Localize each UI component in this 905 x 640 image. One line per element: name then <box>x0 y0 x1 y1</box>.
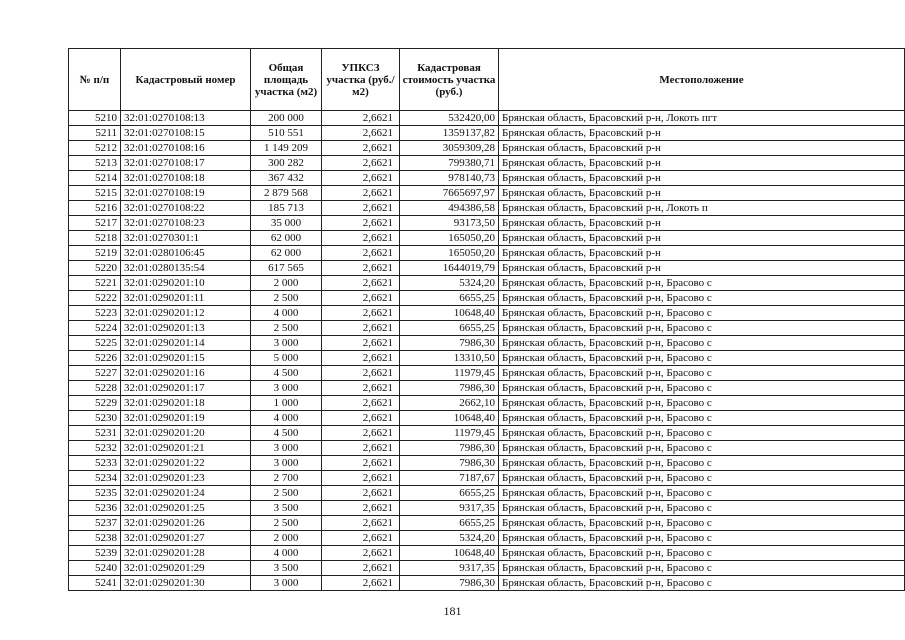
area-value: 3 000 <box>251 456 322 471</box>
header-row <box>69 49 905 111</box>
cadastral-cost-value: 7986,30 <box>400 381 499 396</box>
area-value: 4 000 <box>251 306 322 321</box>
location-value: Брянская область, Брасовский р-н <box>499 126 905 141</box>
cadastral-cost-value: 165050,20 <box>400 231 499 246</box>
table-row <box>69 501 905 516</box>
row-number: 5215 <box>69 186 121 201</box>
unit-rate-value: 2,6621 <box>322 306 400 321</box>
cadastral-cost-value: 978140,73 <box>400 171 499 186</box>
area-value: 3 000 <box>251 336 322 351</box>
cadastral-cost-value: 532420,00 <box>400 111 499 126</box>
table-row <box>69 306 905 321</box>
row-number: 5239 <box>69 546 121 561</box>
unit-rate-value: 2,6621 <box>322 126 400 141</box>
header-cadastral-number: Кадастровый номер <box>121 49 251 111</box>
row-number: 5233 <box>69 456 121 471</box>
row-number: 5224 <box>69 321 121 336</box>
table-row <box>69 126 905 141</box>
cadastral-cost-value: 7986,30 <box>400 441 499 456</box>
area-value: 185 713 <box>251 201 322 216</box>
row-number: 5223 <box>69 306 121 321</box>
area-value: 1 000 <box>251 396 322 411</box>
cadastral-number: 32:01:0290201:23 <box>121 471 251 486</box>
cadastral-cost-value: 11979,45 <box>400 426 499 441</box>
row-number: 5232 <box>69 441 121 456</box>
location-value: Брянская область, Брасовский р-н <box>499 171 905 186</box>
row-number: 5211 <box>69 126 121 141</box>
table-row <box>69 531 905 546</box>
row-number: 5226 <box>69 351 121 366</box>
cadastral-number: 32:01:0290201:28 <box>121 546 251 561</box>
cadastral-cost-value: 7986,30 <box>400 336 499 351</box>
unit-rate-value: 2,6621 <box>322 291 400 306</box>
cadastral-number: 32:01:0290201:30 <box>121 576 251 591</box>
location-value: Брянская область, Брасовский р-н <box>499 216 905 231</box>
row-number: 5213 <box>69 156 121 171</box>
location-value: Брянская область, Брасовский р-н, Локоть п <box>499 201 905 216</box>
cadastral-cost-value: 7665697,97 <box>400 186 499 201</box>
location-value: Брянская область, Брасовский р-н, Брасово с <box>499 531 905 546</box>
cadastral-number: 32:01:0290201:21 <box>121 441 251 456</box>
cadastral-cost-value: 6655,25 <box>400 516 499 531</box>
row-number: 5228 <box>69 381 121 396</box>
row-number: 5222 <box>69 291 121 306</box>
row-number: 5231 <box>69 426 121 441</box>
location-value: Брянская область, Брасовский р-н, Брасово с <box>499 321 905 336</box>
cadastral-cost-value: 93173,50 <box>400 216 499 231</box>
location-value: Брянская область, Брасовский р-н, Брасово с <box>499 366 905 381</box>
cadastral-number: 32:01:0280135:54 <box>121 261 251 276</box>
table-body <box>69 111 905 591</box>
area-value: 4 000 <box>251 411 322 426</box>
area-value: 4 500 <box>251 426 322 441</box>
area-value: 3 500 <box>251 501 322 516</box>
cadastral-cost-value: 6655,25 <box>400 321 499 336</box>
table-row <box>69 156 905 171</box>
location-value: Брянская область, Брасовский р-н, Брасово с <box>499 336 905 351</box>
location-value: Брянская область, Брасовский р-н, Брасово с <box>499 501 905 516</box>
area-value: 3 000 <box>251 381 322 396</box>
location-value: Брянская область, Брасовский р-н, Локоть пгт <box>499 111 905 126</box>
location-value: Брянская область, Брасовский р-н <box>499 141 905 156</box>
header-location: Местоположение <box>499 49 905 111</box>
location-value: Брянская область, Брасовский р-н <box>499 246 905 261</box>
cadastral-cost-value: 13310,50 <box>400 351 499 366</box>
location-value: Брянская область, Брасовский р-н <box>499 186 905 201</box>
unit-rate-value: 2,6621 <box>322 486 400 501</box>
unit-rate-value: 2,6621 <box>322 336 400 351</box>
table-row <box>69 486 905 501</box>
cadastral-number: 32:01:0290201:11 <box>121 291 251 306</box>
unit-rate-value: 2,6621 <box>322 426 400 441</box>
location-value: Брянская область, Брасовский р-н, Брасово с <box>499 546 905 561</box>
cadastral-cost-value: 2662,10 <box>400 396 499 411</box>
unit-rate-value: 2,6621 <box>322 171 400 186</box>
table-row <box>69 381 905 396</box>
row-number: 5230 <box>69 411 121 426</box>
row-number: 5221 <box>69 276 121 291</box>
cadastral-cost-value: 1359137,82 <box>400 126 499 141</box>
cadastral-cost-value: 7986,30 <box>400 576 499 591</box>
unit-rate-value: 2,6621 <box>322 321 400 336</box>
table-row <box>69 396 905 411</box>
location-value: Брянская область, Брасовский р-н, Брасово с <box>499 396 905 411</box>
unit-rate-value: 2,6621 <box>322 216 400 231</box>
cadastral-cost-value: 10648,40 <box>400 411 499 426</box>
row-number: 5212 <box>69 141 121 156</box>
area-value: 2 000 <box>251 276 322 291</box>
area-value: 2 500 <box>251 321 322 336</box>
unit-rate-value: 2,6621 <box>322 186 400 201</box>
cadastral-cost-value: 799380,71 <box>400 156 499 171</box>
table-row <box>69 201 905 216</box>
unit-rate-value: 2,6621 <box>322 561 400 576</box>
cadastral-cost-value: 6655,25 <box>400 486 499 501</box>
table-row <box>69 276 905 291</box>
row-number: 5217 <box>69 216 121 231</box>
page-number: 181 <box>443 604 462 618</box>
table-row <box>69 231 905 246</box>
area-value: 510 551 <box>251 126 322 141</box>
location-value: Брянская область, Брасовский р-н, Брасово с <box>499 471 905 486</box>
table-row <box>69 561 905 576</box>
table-row <box>69 336 905 351</box>
row-number: 5210 <box>69 111 121 126</box>
unit-rate-value: 2,6621 <box>322 471 400 486</box>
cadastral-cost-value: 10648,40 <box>400 306 499 321</box>
row-number: 5214 <box>69 171 121 186</box>
row-number: 5236 <box>69 501 121 516</box>
unit-rate-value: 2,6621 <box>322 351 400 366</box>
row-number: 5237 <box>69 516 121 531</box>
header-unit-rate: УПКСЗ участка (руб./м2) <box>322 49 400 111</box>
cadastral-number: 32:01:0270108:18 <box>121 171 251 186</box>
area-value: 1 149 209 <box>251 141 322 156</box>
cadastral-number: 32:01:0280106:45 <box>121 246 251 261</box>
location-value: Брянская область, Брасовский р-н, Брасово с <box>499 306 905 321</box>
unit-rate-value: 2,6621 <box>322 546 400 561</box>
cadastral-number: 32:01:0290201:19 <box>121 411 251 426</box>
table-row <box>69 456 905 471</box>
location-value: Брянская область, Брасовский р-н, Брасово с <box>499 561 905 576</box>
table-row <box>69 141 905 156</box>
location-value: Брянская область, Брасовский р-н <box>499 156 905 171</box>
header-num: № п/п <box>69 49 121 111</box>
location-value: Брянская область, Брасовский р-н <box>499 231 905 246</box>
location-value: Брянская область, Брасовский р-н <box>499 261 905 276</box>
unit-rate-value: 2,6621 <box>322 261 400 276</box>
cadastral-number: 32:01:0290201:12 <box>121 306 251 321</box>
area-value: 3 000 <box>251 441 322 456</box>
cadastral-number: 32:01:0270108:23 <box>121 216 251 231</box>
unit-rate-value: 2,6621 <box>322 246 400 261</box>
cadastral-number: 32:01:0290201:20 <box>121 426 251 441</box>
unit-rate-value: 2,6621 <box>322 111 400 126</box>
cadastral-number: 32:01:0290201:18 <box>121 396 251 411</box>
table-row <box>69 471 905 486</box>
unit-rate-value: 2,6621 <box>322 366 400 381</box>
cadastral-number: 32:01:0270108:13 <box>121 111 251 126</box>
cadastral-cost-value: 11979,45 <box>400 366 499 381</box>
area-value: 62 000 <box>251 246 322 261</box>
table-row <box>69 246 905 261</box>
area-value: 2 000 <box>251 531 322 546</box>
unit-rate-value: 2,6621 <box>322 156 400 171</box>
cadastral-cost-value: 7187,67 <box>400 471 499 486</box>
area-value: 200 000 <box>251 111 322 126</box>
cadastral-number: 32:01:0290201:22 <box>121 456 251 471</box>
cadastral-cost-value: 5324,20 <box>400 276 499 291</box>
area-value: 617 565 <box>251 261 322 276</box>
location-value: Брянская область, Брасовский р-н, Брасово с <box>499 411 905 426</box>
cadastral-number: 32:01:0290201:25 <box>121 501 251 516</box>
table-row <box>69 111 905 126</box>
table-row <box>69 366 905 381</box>
area-value: 2 500 <box>251 291 322 306</box>
table-row <box>69 576 905 591</box>
area-value: 2 879 568 <box>251 186 322 201</box>
area-value: 2 500 <box>251 486 322 501</box>
cadastral-cost-value: 494386,58 <box>400 201 499 216</box>
area-value: 367 432 <box>251 171 322 186</box>
cadastral-number: 32:01:0290201:13 <box>121 321 251 336</box>
unit-rate-value: 2,6621 <box>322 396 400 411</box>
area-value: 3 000 <box>251 576 322 591</box>
table-row <box>69 426 905 441</box>
cadastral-number: 32:01:0290201:29 <box>121 561 251 576</box>
unit-rate-value: 2,6621 <box>322 456 400 471</box>
cadastral-number: 32:01:0270108:15 <box>121 126 251 141</box>
location-value: Брянская область, Брасовский р-н, Брасово с <box>499 441 905 456</box>
area-value: 300 282 <box>251 156 322 171</box>
unit-rate-value: 2,6621 <box>322 141 400 156</box>
header-area: Общая площадь участка (м2) <box>251 49 322 111</box>
row-number: 5220 <box>69 261 121 276</box>
row-number: 5234 <box>69 471 121 486</box>
unit-rate-value: 2,6621 <box>322 441 400 456</box>
cadastral-cost-value: 10648,40 <box>400 546 499 561</box>
row-number: 5241 <box>69 576 121 591</box>
row-number: 5229 <box>69 396 121 411</box>
location-value: Брянская область, Брасовский р-н, Брасово с <box>499 576 905 591</box>
row-number: 5216 <box>69 201 121 216</box>
table-row <box>69 171 905 186</box>
unit-rate-value: 2,6621 <box>322 276 400 291</box>
table-header <box>69 49 905 111</box>
cadastral-number: 32:01:0290201:26 <box>121 516 251 531</box>
cadastral-cost-value: 9317,35 <box>400 501 499 516</box>
cadastral-number: 32:01:0270108:19 <box>121 186 251 201</box>
cadastral-number: 32:01:0270301:1 <box>121 231 251 246</box>
row-number: 5238 <box>69 531 121 546</box>
cadastral-number: 32:01:0290201:27 <box>121 531 251 546</box>
cadastral-number: 32:01:0290201:17 <box>121 381 251 396</box>
cadastral-cost-value: 5324,20 <box>400 531 499 546</box>
unit-rate-value: 2,6621 <box>322 516 400 531</box>
table-row <box>69 186 905 201</box>
row-number: 5235 <box>69 486 121 501</box>
cadastral-number: 32:01:0290201:24 <box>121 486 251 501</box>
unit-rate-value: 2,6621 <box>322 411 400 426</box>
unit-rate-value: 2,6621 <box>322 576 400 591</box>
cadastral-number: 32:01:0290201:16 <box>121 366 251 381</box>
cadastral-number: 32:01:0290201:10 <box>121 276 251 291</box>
unit-rate-value: 2,6621 <box>322 231 400 246</box>
location-value: Брянская область, Брасовский р-н, Брасово с <box>499 291 905 306</box>
row-number: 5227 <box>69 366 121 381</box>
location-value: Брянская область, Брасовский р-н, Брасово с <box>499 426 905 441</box>
area-value: 4 000 <box>251 546 322 561</box>
area-value: 4 500 <box>251 366 322 381</box>
cadastral-cost-value: 6655,25 <box>400 291 499 306</box>
cadastral-number: 32:01:0270108:22 <box>121 201 251 216</box>
area-value: 3 500 <box>251 561 322 576</box>
table-row <box>69 351 905 366</box>
area-value: 2 500 <box>251 516 322 531</box>
location-value: Брянская область, Брасовский р-н, Брасово с <box>499 456 905 471</box>
area-value: 62 000 <box>251 231 322 246</box>
cadastral-cost-value: 9317,35 <box>400 561 499 576</box>
header-cadastral-cost: Кадастровая стоимость участка (руб.) <box>400 49 499 111</box>
table-row <box>69 441 905 456</box>
location-value: Брянская область, Брасовский р-н, Брасово с <box>499 516 905 531</box>
cadastral-cost-value: 3059309,28 <box>400 141 499 156</box>
cadastral-cost-value: 7986,30 <box>400 456 499 471</box>
table-row <box>69 321 905 336</box>
row-number: 5219 <box>69 246 121 261</box>
table-row <box>69 216 905 231</box>
unit-rate-value: 2,6621 <box>322 201 400 216</box>
cadastral-number: 32:01:0270108:17 <box>121 156 251 171</box>
cadastral-number: 32:01:0290201:14 <box>121 336 251 351</box>
cadastral-number: 32:01:0270108:16 <box>121 141 251 156</box>
area-value: 5 000 <box>251 351 322 366</box>
cadastral-value-table <box>68 48 905 591</box>
table-row <box>69 291 905 306</box>
row-number: 5218 <box>69 231 121 246</box>
location-value: Брянская область, Брасовский р-н, Брасово с <box>499 486 905 501</box>
row-number: 5240 <box>69 561 121 576</box>
cadastral-number: 32:01:0290201:15 <box>121 351 251 366</box>
location-value: Брянская область, Брасовский р-н, Брасово с <box>499 351 905 366</box>
unit-rate-value: 2,6621 <box>322 381 400 396</box>
table-row <box>69 411 905 426</box>
area-value: 2 700 <box>251 471 322 486</box>
location-value: Брянская область, Брасовский р-н, Брасово с <box>499 381 905 396</box>
area-value: 35 000 <box>251 216 322 231</box>
table-row <box>69 516 905 531</box>
unit-rate-value: 2,6621 <box>322 501 400 516</box>
cadastral-cost-value: 1644019,79 <box>400 261 499 276</box>
location-value: Брянская область, Брасовский р-н, Брасово с <box>499 276 905 291</box>
cadastral-cost-value: 165050,20 <box>400 246 499 261</box>
table-row <box>69 546 905 561</box>
row-number: 5225 <box>69 336 121 351</box>
table-row <box>69 261 905 276</box>
unit-rate-value: 2,6621 <box>322 531 400 546</box>
